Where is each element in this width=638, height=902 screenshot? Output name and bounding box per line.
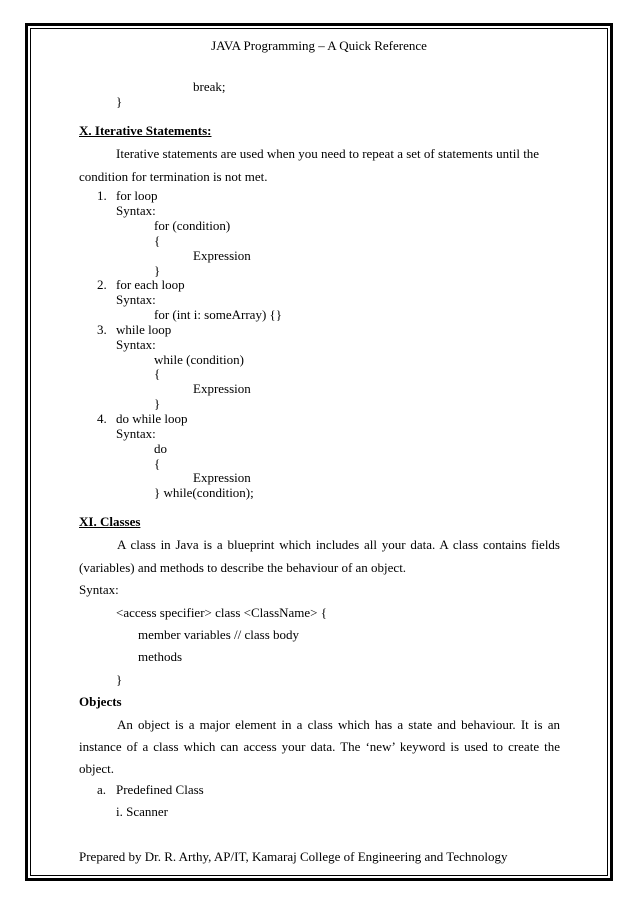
code-line: } — [116, 672, 123, 687]
paragraph-line: instance of a class which can access your data. The ‘new’ keyword is used to create the — [79, 739, 560, 754]
section-heading-classes: XI. Classes — [79, 514, 141, 529]
list-item-number: 2. — [97, 277, 107, 292]
paragraph-line: (variables) and methods to describe the behaviour of an object. — [79, 560, 407, 575]
code-line: } while(condition); — [154, 485, 254, 500]
code-line: { — [154, 233, 161, 248]
code-line: } — [154, 396, 161, 411]
section-heading-iterative: X. Iterative Statements: — [79, 123, 212, 138]
code-line: do — [154, 441, 167, 456]
list-item-number: 3. — [97, 322, 107, 337]
code-line: Expression — [193, 470, 251, 485]
code-line: <access specifier> class <ClassName> { — [116, 605, 327, 620]
list-item-title: Predefined Class — [116, 782, 204, 797]
code-line: } — [154, 263, 161, 278]
list-item-title: for each loop — [116, 277, 185, 292]
list-item-title: do while loop — [116, 411, 188, 426]
code-close-brace: } — [116, 94, 123, 109]
list-item-number: a. — [97, 782, 107, 797]
syntax-label: Syntax: — [116, 292, 156, 307]
paragraph-line: object. — [79, 761, 115, 776]
page-footer: Prepared by Dr. R. Arthy, AP/IT, Kamaraj College of Engineering and Technology — [79, 849, 508, 864]
code-line: for (condition) — [154, 218, 231, 233]
syntax-label: Syntax: — [116, 203, 156, 218]
code-break: break; — [193, 79, 226, 94]
paragraph-line: A class in Java is a blueprint which includes all your data. A class contains fields — [117, 537, 560, 552]
syntax-label: Syntax: — [79, 582, 119, 597]
list-item-title: i. Scanner — [116, 804, 168, 819]
syntax-label: Syntax: — [116, 426, 156, 441]
paragraph-line: Iterative statements are used when you need to repeat a set of statements until the — [116, 146, 540, 161]
code-line: { — [154, 366, 161, 381]
syntax-label: Syntax: — [116, 337, 156, 352]
page-header: JAVA Programming – A Quick Reference — [211, 38, 427, 53]
code-line: methods — [138, 649, 183, 664]
paragraph-line: An object is a major element in a class which has a state and behaviour. It is an — [117, 717, 560, 732]
code-line: Expression — [193, 381, 251, 396]
code-line: for (int i: someArray) {} — [154, 307, 283, 322]
list-item-title: for loop — [116, 188, 158, 203]
code-line: { — [154, 456, 161, 471]
code-line: while (condition) — [154, 352, 244, 367]
list-item-number: 1. — [97, 188, 107, 203]
list-item-title: while loop — [116, 322, 172, 337]
section-heading-objects: Objects — [79, 694, 122, 709]
code-line: Expression — [193, 248, 251, 263]
list-item-number: 4. — [97, 411, 107, 426]
code-line: member variables // class body — [138, 627, 300, 642]
paragraph-line: condition for termination is not met. — [79, 169, 268, 184]
